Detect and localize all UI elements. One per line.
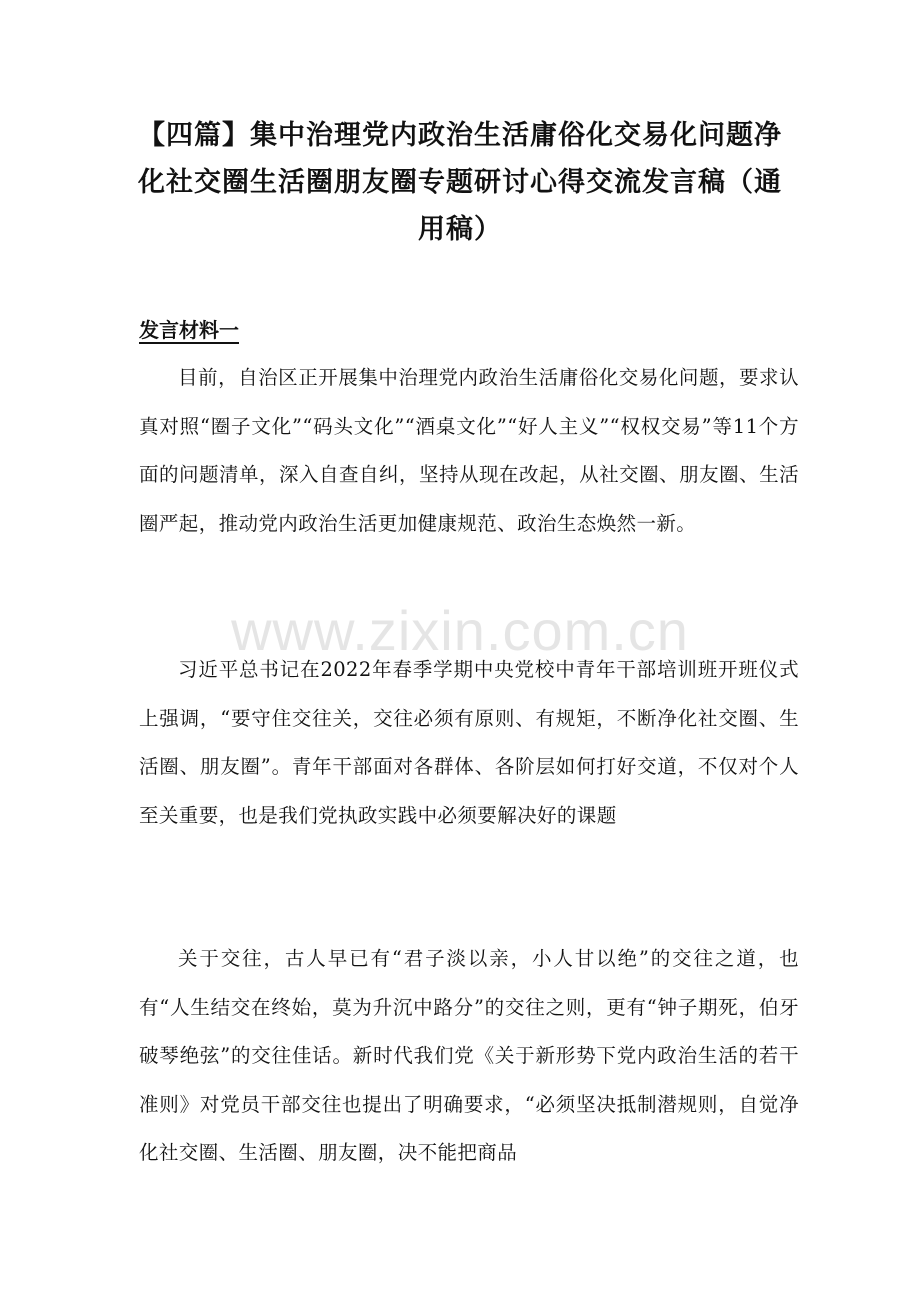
paragraph-1: 目前，自治区正开展集中治理党内政治生活庸俗化交易化问题，要求认真对照“圈子文化”“码头文化”“酒桌文化”“好人主义”“权权交易”等11个方面的问题清单，深入自查自纠，坚持从现在改起，从社交圈、朋友圈、生活圈严起，推动党内政治生活更加健康规范、政治生态焕然一新。: [139, 366, 799, 535]
paragraph-3: 关于交往，古人早已有“君子淡以亲，小人甘以绝”的交往之道，也有“人生结交在终始，莫为升沉中路分”的交往之则，更有“钟子期死，伯牙破琴绝弦”的交往佳话。新时代我们党《关于新形势下党内政治生活的若干准则》对党员干部交往也提出了明确要求，“必须坚决抵制潜规则，自觉净化社交圈、生活圈、朋友圈，决不能把商品: [139, 947, 799, 1164]
document-title: 【四篇】集中治理党内政治生活庸俗化交易化问题净化社交圈生活圈朋友圈专题研讨心得交流发言稿（通用稿）: [138, 120, 782, 245]
section-heading: 发言材料一: [139, 318, 239, 342]
paragraph-2: 习近平总书记在2022年春季学期中央党校中青年干部培训班开班仪式上强调，“要守住交往关，交往必须有原则、有规矩，不断净化社交圈、生活圈、朋友圈”。青年干部面对各群体、各阶层如何打好交道，不仅对个人至关重要，也是我们党执政实践中必须要解决好的课题: [139, 658, 799, 827]
watermark: www.zixin.com.cn: [231, 599, 689, 662]
